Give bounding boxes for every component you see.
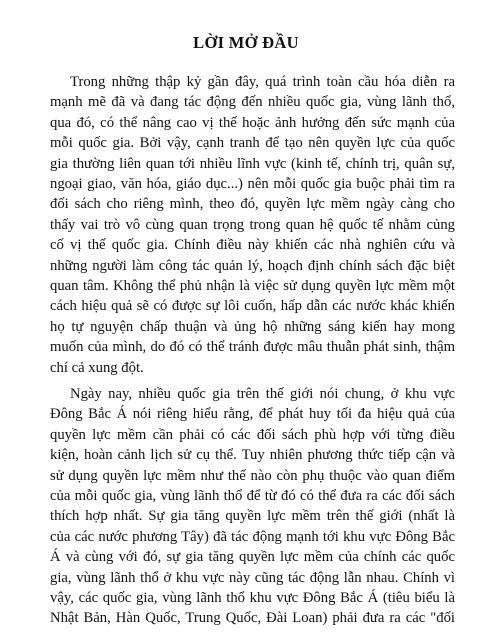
paragraph-2-line-1: Ngày nay, nhiều quốc gia trên thế giới nói chung, ở khu vực <box>70 386 455 402</box>
paragraph-2-line-7: thích hợp nhất. Sự gia tăng quyền lực mềm trên thế giới (nhất là <box>50 508 455 525</box>
paragraph-1-line-7: đối sách cho riêng mình, theo đó, quyền lực mềm ngày càng cho <box>50 196 455 213</box>
paragraph-1-line-9: cố vị thế quốc gia. Chính điều này khiến các nhà nghiên cứu và <box>50 237 455 254</box>
paragraph-1-line-4: mỗi quốc gia. Bởi vậy, cạnh tranh để tạo nên quyền lực của quốc <box>50 135 455 152</box>
paragraph-1-line-1: Trong những thập kỷ gần đây, quá trình toàn cầu hóa diễn ra <box>70 74 455 90</box>
paragraph-1-line-6: ngoại giao, văn hóa, giáo dục...) nên mỗi quốc gia buộc phải tìm ra <box>50 176 455 192</box>
paragraph-1-line-15: chí cả xung đột. <box>50 359 144 376</box>
paragraph-2-line-4: kiện, hoàn cảnh lịch sử cụ thể. Tuy nhiên phương thức tiếp cận và <box>50 447 455 464</box>
paragraph-1-line-11: quan tâm. Không thể phủ nhận là việc sử dụng quyền lực mềm một <box>50 278 455 294</box>
paragraph-1-line-3: qua đó, có thể nâng cao vị thế hoặc ảnh hưởng đến sức mạnh của <box>50 114 455 131</box>
paragraph-2-line-10: gia, vùng lãnh thổ ở khu vực này cũng tác động lẫn nhau. Chính vì <box>50 569 455 586</box>
paragraph-2-line-3: quyền lực mềm cần phải có các đối sách phù hợp với từng điều <box>50 426 455 443</box>
paragraph-2-line-8: của các nước phương Tây) đã tác động mạnh tới khu vực Đông Bắc <box>50 528 455 545</box>
page-title: LỜI MỞ ĐẦU <box>193 33 299 52</box>
paragraph-1-line-10: những người làm công tác quản lý, hoạch định chính sách đặc biệt <box>50 257 455 274</box>
paragraph-1-line-13: họ tự nguyện chấp thuận và ủng hộ những sáng kiến hay mong <box>50 318 455 335</box>
paragraph-2-line-5: sử dụng quyền lực mềm như thế nào còn phụ thuộc vào quan điểm <box>50 467 455 484</box>
paragraph-1-line-8: thấy vai trò vô cùng quan trọng trong quan hệ quốc tế nhằm củng <box>50 216 455 233</box>
paragraph-1-line-2: mạnh mẽ đã và đang tác động đến nhiều quốc gia, vùng lãnh thổ, <box>50 94 455 111</box>
paragraph-2-line-11: vậy, các quốc gia, vùng lãnh thổ khu vực Đông Bắc Á (tiêu biểu là <box>50 590 455 606</box>
paragraph-2-line-9: Á và cùng với đó, sự gia tăng quyền lực mềm của chính các quốc <box>50 549 455 566</box>
paragraph-2-line-2: Đông Bắc Á nói riêng hiểu rằng, để phát huy tối đa hiệu quả của <box>50 406 455 423</box>
paragraph-1-line-12: cách hiệu quả sẽ có được sự lôi cuốn, hấp dẫn các nước khác khiến <box>50 298 455 315</box>
paragraph-1-line-5: gia thường liên quan tới nhiều lĩnh vực (kinh tế, chính trị, quân sự, <box>50 155 455 172</box>
paragraph-2-line-12: Nhật Bản, Hàn Quốc, Trung Quốc, Đài Loan) phải đưa ra các "đối <box>50 610 455 627</box>
paragraph-2-line-6: của mỗi quốc gia, vùng lãnh thổ để từ đó có thể đưa ra các đối sách <box>50 488 455 504</box>
paragraph-1-line-14: muốn của mình, do đó có thể tránh được mâu thuẫn phát sinh, thậm <box>50 339 455 356</box>
